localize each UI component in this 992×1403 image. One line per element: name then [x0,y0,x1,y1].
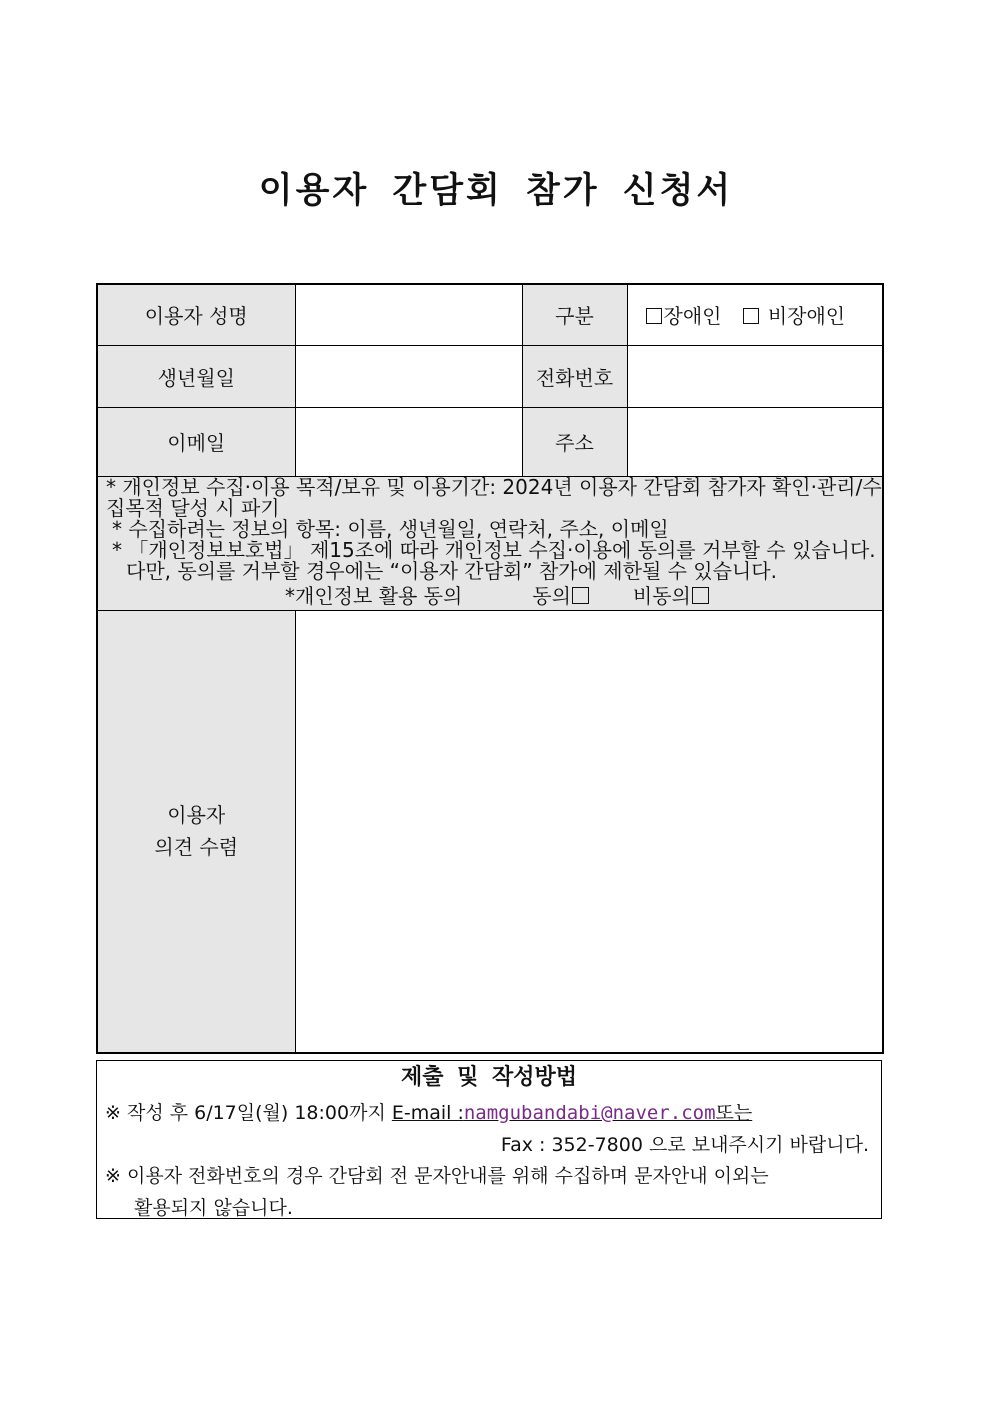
opinion-label-line2: 의견 수렴 [154,835,239,860]
agree-label: 동의 [532,583,571,608]
email-label: 이메일 [97,407,295,476]
email-field[interactable] [295,407,522,476]
disagree-checkbox[interactable] [692,587,709,604]
category-options [627,284,883,345]
name-field[interactable] [295,284,522,345]
privacy-line-purpose: * 개인정보 수집·이용 목적/보유 및 이용기간: 2024년 이용자 간담회 참가자 확인·관리/수집목적 달성 시 파기 [106,474,882,520]
consent-label: *개인정보 활용 동의 [285,583,463,608]
name-label: 이용자 성명 [97,284,295,345]
address-label: 주소 [522,407,627,476]
guide-line-phone-notice: ※ 이용자 전화번호의 경우 간담회 전 문자안내를 위해 수집하며 문자안내 이외는 [105,1165,769,1187]
disabled-checkbox[interactable] [646,308,662,324]
address-field[interactable] [627,407,883,476]
disagree-label: 비동의 [632,583,691,608]
privacy-line-items: * 수집하려는 정보의 항목: 이름, 생년월일, 연락처, 주소, 이메일 [112,516,669,541]
privacy-line-law: * 「개인정보보호법」 제15조에 따라 개인정보 수집·이용에 동의를 거부할 수 있습니다. [112,537,876,562]
application-form [96,283,884,1054]
nondisabled-option-label: 비장애인 [767,304,846,329]
guide-deadline-text: ※ 작성 후 6/17일(월) 18:00까지 [105,1102,392,1124]
birth-label: 생년월일 [97,345,295,407]
privacy-line-restriction: 다만, 동의를 거부할 경우에는 “이용자 간담회” 참가에 제한될 수 있습니다. [126,558,777,583]
opinion-field[interactable] [295,610,883,1053]
opinion-label-line1: 이용자 [167,803,226,828]
privacy-notice [97,476,883,610]
birth-field[interactable] [295,345,522,407]
email-label: E-mail : [391,1102,464,1124]
phone-field[interactable] [627,345,883,407]
guide-line-phone-notice-cont: 활용되지 않습니다. [134,1197,293,1219]
nondisabled-checkbox[interactable] [743,308,759,324]
guide-line-fax: Fax : 352-7800 으로 보내주시기 바랍니다. [500,1134,869,1156]
category-label: 구분 [522,284,627,345]
opinion-label [97,610,295,1053]
guide-or-text: 또는 [715,1102,753,1124]
page-title: 이용자 간담회 참가 신청서 [258,171,734,211]
agree-checkbox[interactable] [572,587,589,604]
disabled-option-label: 장애인 [663,304,722,329]
email-contact[interactable] [392,1102,752,1124]
submission-guide [96,1060,882,1219]
guide-title: 제출 및 작성방법 [400,1065,578,1090]
consent-row [98,582,882,610]
guide-line-deadline [105,1098,752,1125]
email-link[interactable]: namgubandabi@naver.com [463,1102,716,1124]
phone-label: 전화번호 [522,345,627,407]
